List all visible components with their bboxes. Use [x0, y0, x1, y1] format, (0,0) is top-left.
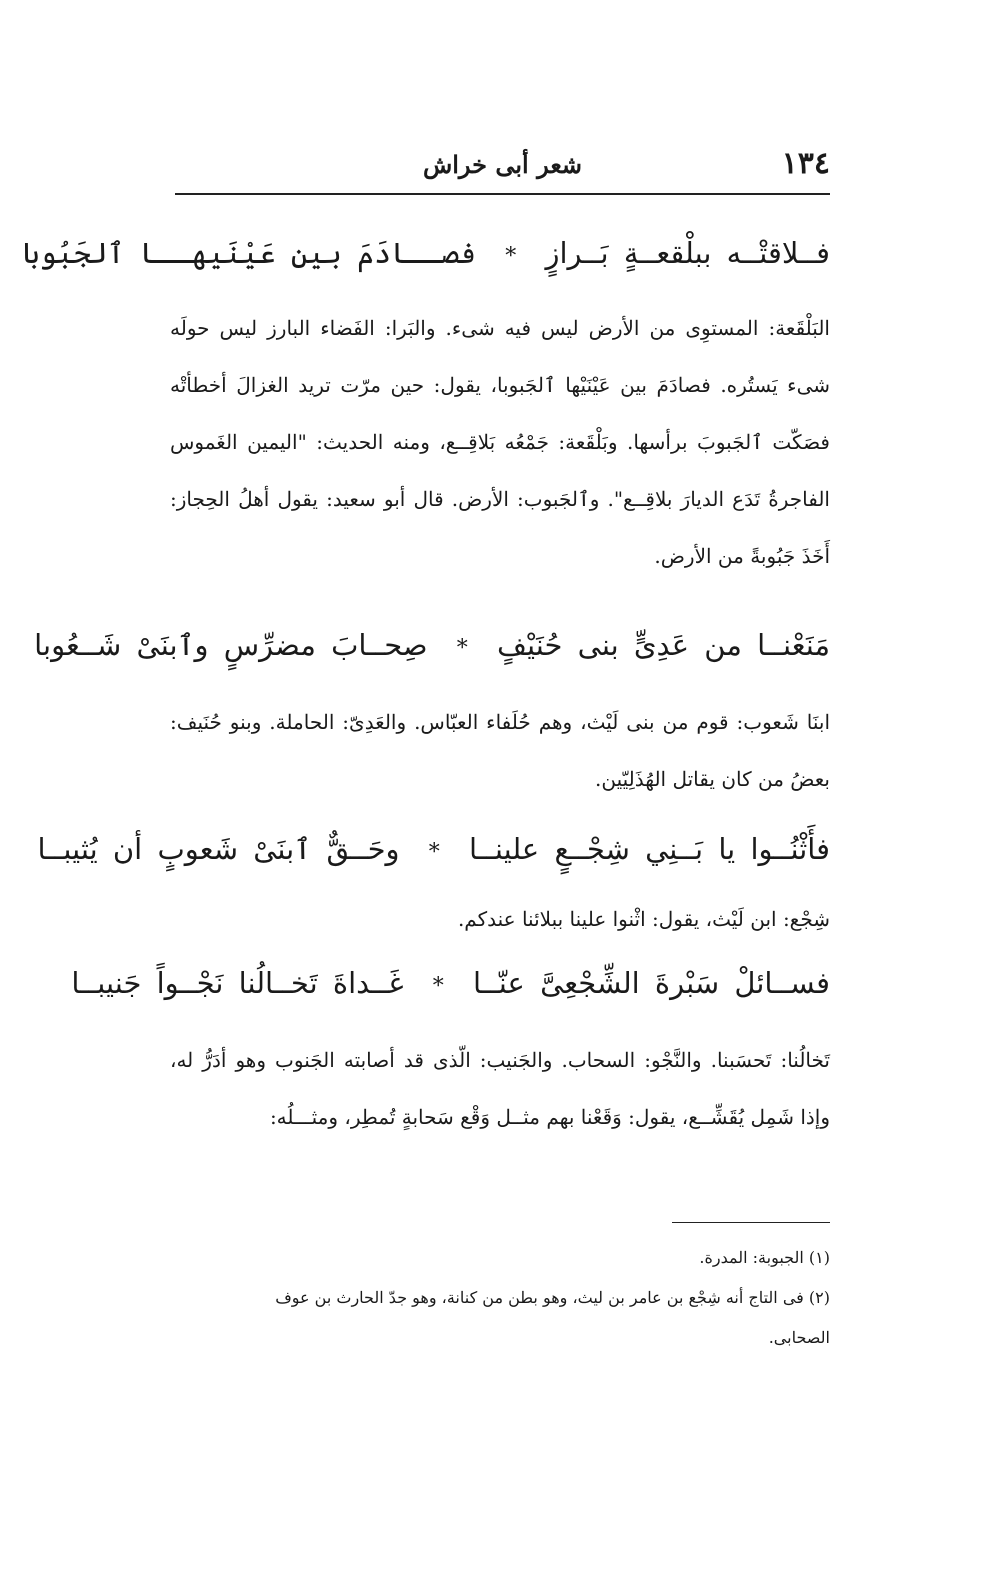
verse-hemistich-second: وحَــقٌّ ٱبنَىْ شَعوبٍ أن يُثيبــا	[37, 832, 400, 866]
footnote-marker: (١)	[808, 1248, 830, 1267]
verse-line	[37, 832, 830, 866]
verse-hemistich-first: فأَثْنُــوا يا بَــنِي شِجْــعٍ علينــا	[469, 832, 830, 866]
commentary-paragraph: البَلْقَعة: المستوِى من الأرض ليس فيه شىء. والبَرا: الفَضاء البارز ليس حولَه شىء يَستُره. فصادَمَ بين عَيْنَيْها ٱلجَبوبا، يقول: حين مرّت تريد الغزالَ أخطأتْه فصَكّت ٱلجَبوبَ برأسها. وبَلْقَعة: جَمْعُه بَلاقِــع، ومنه الحديث: "اليمين الغَموس الفاجرةُ تَدَع الديارَ بلاقِــع". وٱلجَبوب: الأرض. قال أبو سعيد: يقول أهلُ الحِجاز: أَخَذَ جَبُوبةً من الأرض.	[170, 316, 830, 568]
footnote-text: الجبوبة: المدرة.	[699, 1248, 804, 1267]
verse-hemistich-first: فســائلْ سَبْرةَ الشِّجْعِىَّ عنّــا	[472, 966, 830, 1000]
verse-line	[71, 966, 830, 1000]
footnote-rule	[672, 1222, 830, 1223]
footnotes	[170, 1238, 830, 1358]
header-rule	[175, 193, 830, 195]
page-number: ١٣٤	[781, 146, 830, 181]
verse-separator: *	[456, 636, 468, 661]
commentary-paragraph: تَخالُنا: تَحسَبنا. والنَّجْو: السحاب. والجَنيب: الّذى قد أصابته الجَنوب وهو أدَرُّ له، وإذا شَمِل يُقَشِّــع، يقول: وَقَعْنا بهم مثــل وَقْع سَحابةٍ تُمطِر، ومثـــلُه:	[170, 1048, 830, 1129]
commentary-paragraph: ابنَا شَعوب: قوم من بنى لَيْث، وهم حُلَفاء العبّاس. والعَدِىّ: الحاملة. وبنو حُنَيف: بعضُ من كان يقاتل الهُذَلِيّين.	[170, 710, 830, 791]
verse-line	[22, 236, 830, 270]
verse-hemistich-second: صِحــابَ مضرِّسٍ وٱبنَىْ شَــعُوبا	[34, 628, 428, 662]
footnote	[170, 1238, 830, 1278]
verse-hemistich-second: فصــادَمَ بين عَيْنَيهــا ٱلجَبُوبا	[22, 236, 477, 270]
verse-hemistich-first: مَنَعْنــا من عَدِىٍّ بنى حُنَيْفٍ	[496, 628, 830, 662]
verse-line	[34, 628, 830, 662]
footnote	[170, 1278, 830, 1318]
footnote-text: فى التاج أنه شِجْع بن عامر بن ليث، وهو بطن من كنانة، وهو جدّ الحارث بن عوف	[275, 1288, 804, 1307]
verse-hemistich-first: فــلاقتْــه ببلْقعــةٍ بَــرازٍ	[545, 236, 830, 270]
verse-separator: *	[428, 840, 440, 865]
footnote-continuation: الصحابى.	[768, 1328, 830, 1347]
page-header	[175, 146, 830, 186]
verse-separator: *	[505, 244, 517, 269]
verse-separator: *	[432, 974, 444, 999]
footnote-marker: (٢)	[808, 1288, 830, 1307]
commentary-paragraph: شِجْع: ابن لَيْث، يقول: اثْنوا علينا ببلائنا عندكم.	[457, 907, 830, 931]
verse-hemistich-second: غَــداةَ تَخــالُنا نَجْــواً جَنيبــا	[71, 966, 404, 1000]
running-title: شعر أبى خراش	[422, 150, 583, 179]
